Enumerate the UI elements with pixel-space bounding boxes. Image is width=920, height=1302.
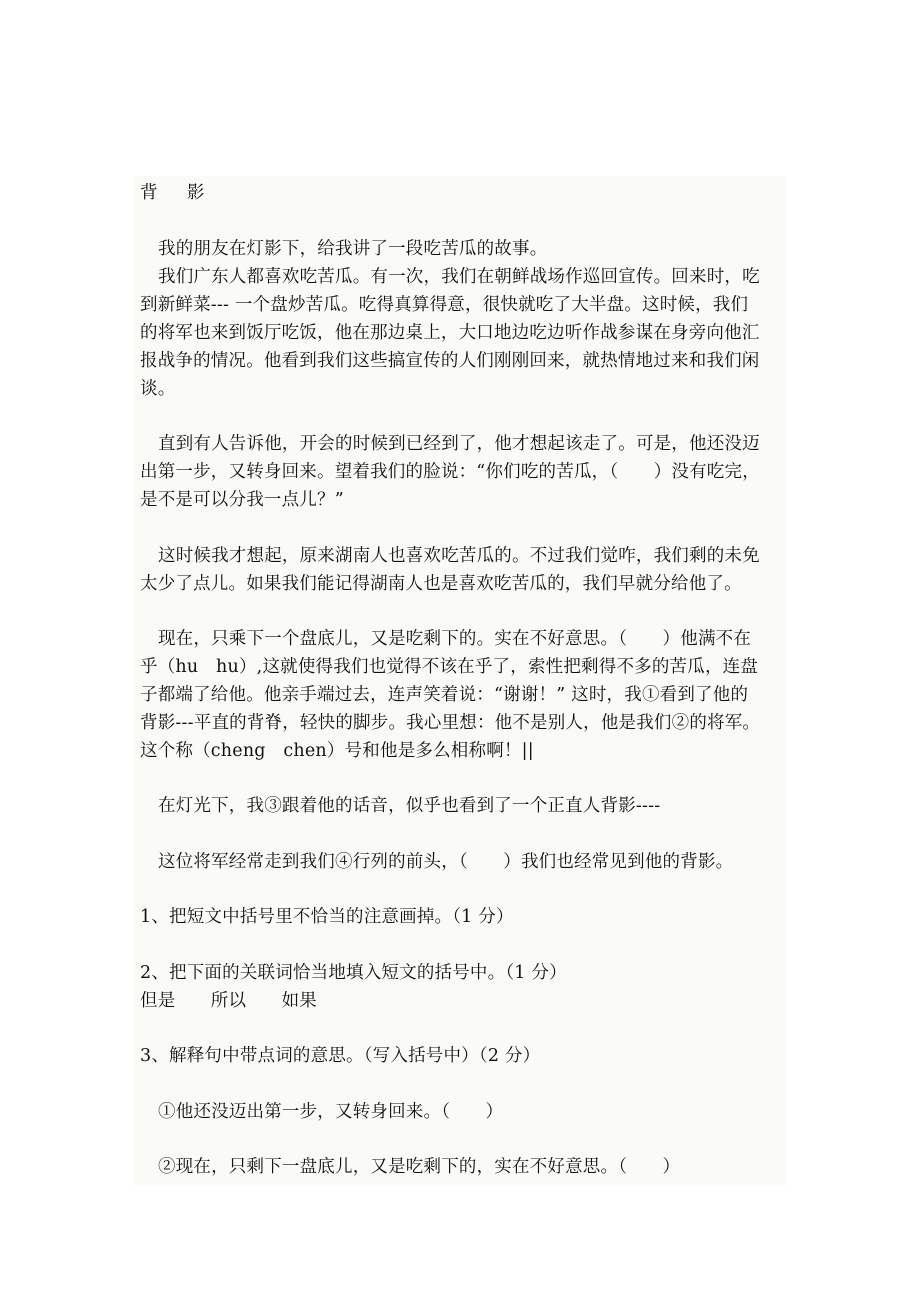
paragraph-4-line-1: 这时候我才想起，原来湖南人也喜欢吃苦瓜的。不过我们觉咋，我们剩的未免 [158,546,760,566]
paragraph-6-line-1: 在灯光下，我③跟着他的话音，似乎也看到了一个正直人背影---- [158,796,661,816]
question-3-item-1: ①他还没迈出第一步，又转身回来。（ ） [158,1102,504,1122]
paragraph-5-line-3: 子都端了给他。他亲手端过去，连声笑着说：“谢谢！” 这时，我①看到了他的 [140,685,749,705]
question-2-options: 但是 所以 如果 [140,991,317,1011]
paragraph-5-line-1: 现在，只乘下一个盘底儿，又是吃剩下的。实在不好意思。（ ）他满不在 [158,629,752,649]
question-1: 1、把短文中括号里不恰当的注意画掉。（1 分） [140,907,514,927]
paragraph-7-line-1: 这位将军经常走到我们④行列的前头，（ ）我们也经常见到他的背影。 [158,852,734,872]
page-title: 背 影 [140,183,205,203]
paragraph-3-line-3: 是不是可以分我一点儿？” [140,490,344,510]
paragraph-1-line-1: 我的朋友在灯影下，给我讲了一段吃苦瓜的故事。 [158,239,548,259]
paragraph-5-line-2: 乎（hu hu）,这就使得我们也觉得不该在乎了，索性把剩得不多的苦瓜，连盘 [140,657,759,677]
paragraph-2-line-5: 谈。 [140,379,176,399]
question-3-item-2: ②现在，只剩下一盘底儿，又是吃剩下的，实在不好意思。（ ） [158,1157,681,1177]
paragraph-5-line-4: 背影---平直的背脊，轻快的脚步。我心里想：他不是别人，他是我们②的将军。 [140,713,761,733]
paragraph-2-line-3: 的将军也来到饭厅吃饭，他在那边桌上，大口地边吃边听作战参谋在身旁向他汇 [140,323,760,343]
question-3: 3、解释句中带点词的意思。（写入括号中）（2 分） [140,1046,541,1066]
paragraph-2-line-4: 报战争的情况。他看到我们这些搞宣传的人们刚刚回来，就热情地过来和我们闲 [140,351,760,371]
paragraph-4-line-2: 太少了点儿。如果我们能记得湖南人也是喜欢吃苦瓜的，我们早就分给他了。 [140,574,742,594]
question-2: 2、把下面的关联词恰当地填入短文的括号中。（1 分） [140,963,567,983]
paragraph-3-line-1: 直到有人告诉他，开会的时候到已经到了，他才想起该走了。可是，他还没迈 [158,434,760,454]
paragraph-3-line-2: 出第一步，又转身回来。望着我们的脸说：“你们吃的苦瓜，（ ）没有吃完， [140,462,760,482]
paragraph-5-line-5: 这个称（cheng chen）号和他是多么相称啊！|| [140,741,534,761]
paragraph-2-line-2: 到新鲜菜--- 一个盘炒苦瓜。吃得真算得意，很快就吃了大半盘。这时候，我们 [140,295,749,315]
paragraph-2-line-1: 我们广东人都喜欢吃苦瓜。有一次，我们在朝鲜战场作巡回宣传。回来时，吃 [158,267,760,287]
